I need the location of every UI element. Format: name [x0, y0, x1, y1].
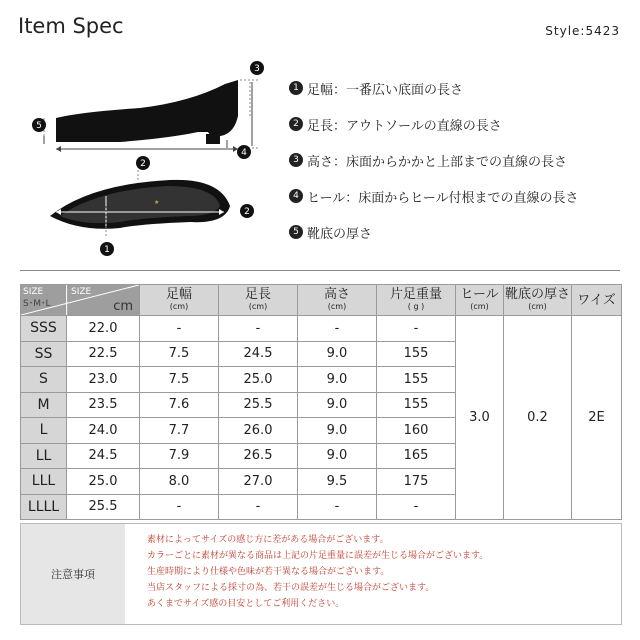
note-line: 生産時期により仕様や色味が若干異なる場合がございます。 — [147, 567, 390, 577]
heel-value: 3.0 — [456, 316, 504, 520]
legend-item-foot-width: 1 足幅：一番広い底面の長さ — [289, 70, 634, 106]
svg-text:3: 3 — [254, 64, 260, 74]
table-row: LLLL 25.5 - - - - — [21, 494, 622, 520]
svg-text:★: ★ — [154, 199, 160, 206]
number-4-icon: 4 — [289, 189, 303, 203]
svg-text:4: 4 — [241, 148, 247, 158]
measurement-legend — [289, 70, 634, 250]
svg-text:2: 2 — [140, 159, 146, 169]
table-row: SS 22.5 7.5 24.5 9.0 155 — [21, 341, 622, 367]
page-title: Item Spec — [18, 14, 124, 38]
table-row: LLL 25.0 8.0 27.0 9.5 175 — [21, 469, 622, 495]
header-weight: 片足重量 ( g ) — [377, 285, 456, 316]
note-line: 素材によってサイズの感じ方に差がある場合がございます。 — [147, 535, 389, 545]
marker-4 — [237, 145, 251, 159]
header-foot-length: 足長 (cm) — [219, 285, 298, 316]
table-row: LL 24.5 7.9 26.5 9.0 165 — [21, 443, 622, 469]
note-line: あくまでサイズ感の目安としてご利用ください。 — [147, 599, 345, 609]
marker-5 — [32, 118, 46, 132]
note-line: 当店スタッフによる採寸の為、若干の誤差が生じる場合がございます。 — [147, 583, 435, 593]
header-wise: ワイズ — [572, 285, 622, 316]
marker-3 — [250, 61, 264, 75]
table-header-row — [21, 285, 622, 316]
shoe-side-view — [56, 80, 238, 144]
table-row: M 23.5 7.6 25.5 9.0 155 — [21, 392, 622, 418]
table-row: S 23.0 7.5 25.0 9.0 155 — [21, 367, 622, 393]
table-corner-header: SIZE S･M･L SIZE cm — [21, 285, 140, 316]
notes-label: 注意事項 — [21, 524, 125, 624]
number-1-icon: 1 — [289, 81, 303, 95]
shoe-illustration — [20, 56, 280, 261]
number-5-icon: 5 — [289, 225, 303, 239]
marker-1 — [100, 242, 114, 256]
number-2-icon: 2 — [289, 117, 303, 131]
svg-text:5: 5 — [36, 121, 42, 131]
notes-box — [20, 523, 622, 625]
note-line: カラーごとに素材が異なる商品は上記の片足重量に誤差が生じる場合がございます。 — [147, 551, 489, 561]
legend-item-heel: 4 ヒール：床面からヒール付根までの直線の長さ — [289, 178, 634, 214]
sole-value: 0.2 — [504, 316, 572, 520]
legend-item-foot-length: 2 足長：アウトソールの直線の長さ — [289, 106, 634, 142]
divider — [20, 270, 620, 271]
header-heel: ヒール (cm) — [456, 285, 504, 316]
shoe-sole-view — [50, 180, 230, 229]
header-height: 高さ (cm) — [298, 285, 377, 316]
table-row: SSS 22.0 - - - - 3.0 0.2 2E — [21, 316, 622, 342]
marker-2a — [136, 156, 150, 170]
header-sole: 靴底の厚さ (cm) — [504, 285, 572, 316]
marker-2b — [240, 204, 254, 218]
wise-value: 2E — [572, 316, 622, 520]
notes-text — [125, 524, 488, 624]
number-3-icon: 3 — [289, 153, 303, 167]
table-row: L 24.0 7.7 26.0 9.0 160 — [21, 418, 622, 444]
legend-item-height: 3 高さ：床面からかかと上部までの直線の長さ — [289, 142, 634, 178]
svg-text:2: 2 — [244, 207, 250, 217]
legend-item-sole: 5 靴底の厚さ — [289, 214, 634, 250]
svg-text:1: 1 — [104, 245, 110, 255]
size-spec-table — [20, 284, 622, 520]
style-code: Style:5423 — [545, 24, 620, 38]
header-foot-width: 足幅 (cm) — [140, 285, 219, 316]
